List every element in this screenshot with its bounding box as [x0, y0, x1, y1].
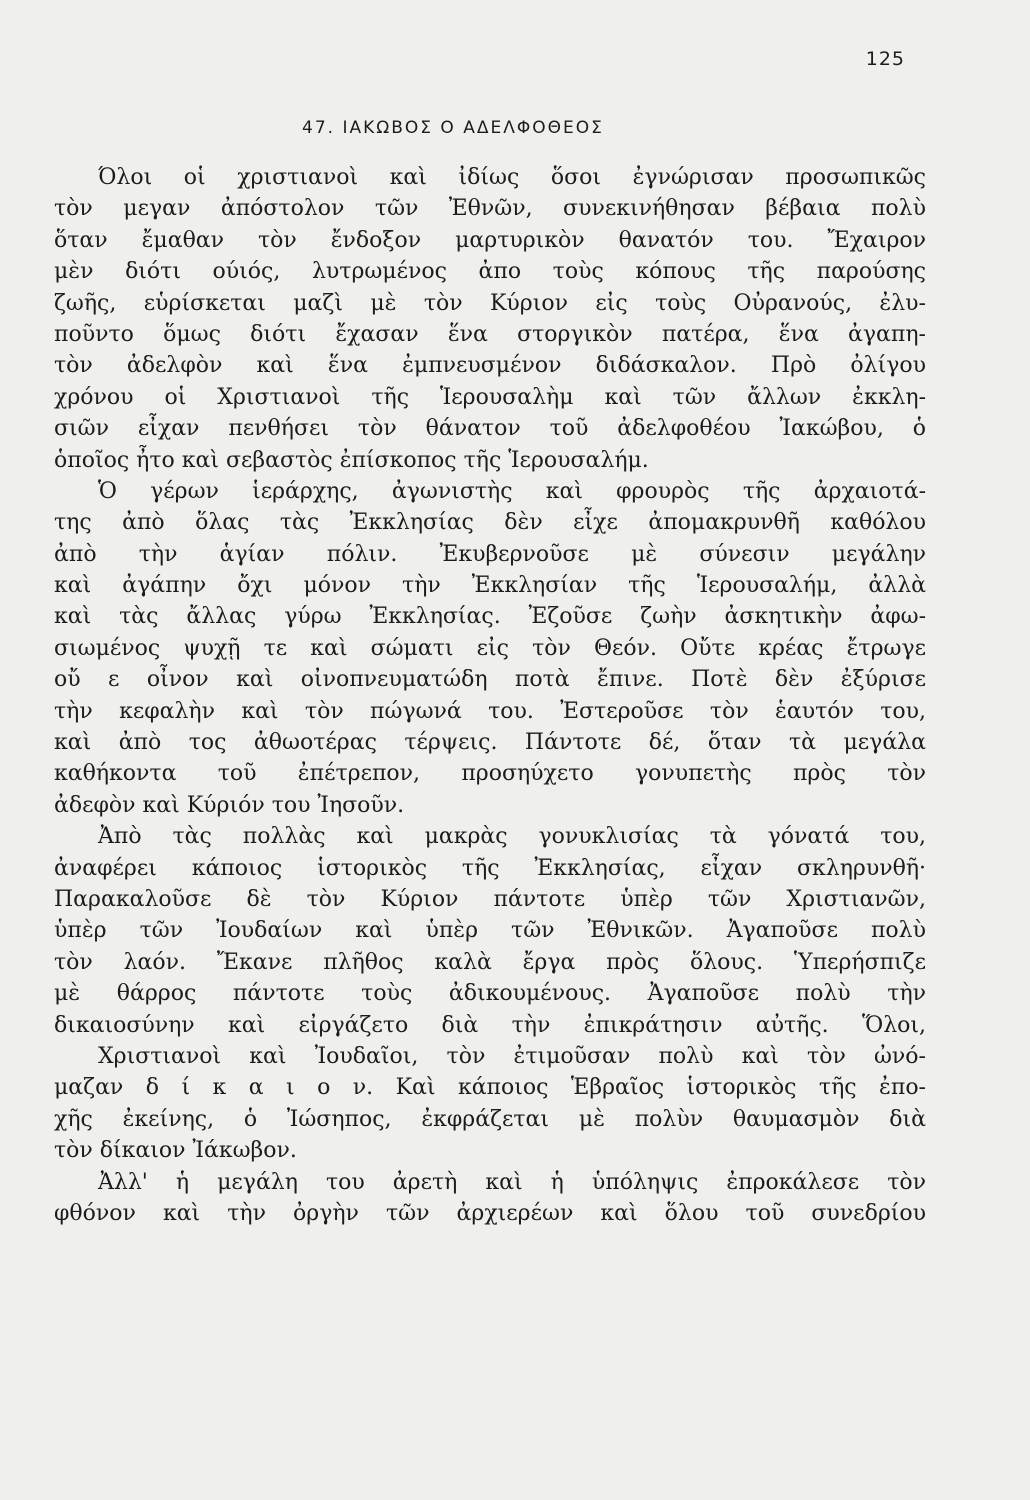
text-line: μὲν διότι ούιός, λυτρωμένος ἀπο τοὺς κόπους τῆς παρούσης: [54, 259, 926, 285]
text-line: ἀναφέρει κάποιος ἱστορικὸς τῆς Ἐκκλησίας, εἶχαν σκληρυνθῆ·: [54, 855, 926, 881]
text-line: τὴν κεφαλὴν καὶ τὸν πώγωνά του. Ἐστεροῦσε τὸν ἑαυτόν του,: [54, 698, 926, 724]
text-line: δικαιοσύνην καὶ εἰργάζετο διὰ τὴν ἐπικράτησιν αὐτῆς. Ὅλοι,: [54, 1012, 926, 1038]
text-line: χρόνου οἱ Χριστιανοὶ τῆς Ἱερουσαλὴμ καὶ τῶν ἄλλων ἐκκλη-: [54, 384, 926, 410]
text-line: ὅταν ἔμαθαν τὸν ἔνδοξον μαρτυρικὸν θανατόν του. Ἔχαιρον: [54, 227, 926, 253]
text-line: καὶ ἀπὸ τος ἀθωοτέρας τέρψεις. Πάντοτε δέ, ὅταν τὰ μεγάλα: [54, 730, 926, 756]
chapter-title: 47. ΙΑΚΩΒΟΣ Ο ΑΔΕΛΦΟΘΕΟΣ: [302, 118, 604, 138]
text-line: καὶ τὰς ἄλλας γύρω Ἐκκλησίας. Ἐζοῦσε ζωὴν ἀσκητικὴν ἀφω-: [54, 604, 926, 630]
text-line: μαζαν δ ί κ α ι ο ν. Καὶ κάποιος Ἑβραῖος ἱστορικὸς τῆς ἐπο-: [54, 1075, 926, 1101]
text-line: μὲ θάρρος πάντοτε τοὺς ἀδικουμένους. Ἀγαποῦσε πολὺ τὴν: [54, 981, 926, 1007]
text-line: της ἀπὸ ὅλας τὰς Ἐκκλησίας δὲν εἶχε ἀπομακρυνθῆ καθόλου: [54, 510, 926, 536]
text-line: τὸν δίκαιον Ἰάκωβον.: [54, 1138, 297, 1164]
text-line: Ἀλλ' ἡ μεγάλη του ἀρετὴ καὶ ἡ ὑπόληψις ἐπροκάλεσε τὸν: [98, 1169, 926, 1195]
text-line: ζωῆς, εὑρίσκεται μαζὶ μὲ τὸν Κύριον εἰς τοὺς Οὐρανούς, ἐλυ-: [54, 290, 926, 316]
text-line: ποῦντο ὅμως διότι ἔχασαν ἕνα στοργικὸν πατέρα, ἕνα ἀγαπη-: [54, 321, 926, 347]
text-line: καὶ ἀγάπην ὄχι μόνον τὴν Ἐκκλησίαν τῆς Ἱερουσαλήμ, ἀλλὰ: [54, 573, 926, 599]
text-line: ὁποῖος ἦτο καὶ σεβαστὸς ἐπίσκοπος τῆς Ἱερουσαλήμ.: [54, 447, 649, 473]
text-line: σιῶν εἶχαν πενθήσει τὸν θάνατον τοῦ ἀδελφοθέου Ἰακώβου, ὁ: [54, 416, 926, 442]
text-line: καθήκοντα τοῦ ἐπέτρεπον, προσηύχετο γονυπετὴς πρὸς τὸν: [54, 761, 926, 787]
text-line: Ὁ γέρων ἱεράρχης, ἀγωνιστὴς καὶ φρουρὸς τῆς ἀρχαιοτά-: [98, 478, 926, 504]
text-line: χῆς ἐκείνης, ὁ Ἰώσηπος, ἐκφράζεται μὲ πολὺν θαυμασμὸν διὰ: [54, 1106, 926, 1132]
text-line: φθόνον καὶ τὴν ὀργὴν τῶν ἀρχιερέων καὶ ὅλου τοῦ συνεδρίου: [54, 1200, 926, 1226]
text-line: Ἀπὸ τὰς πολλὰς καὶ μακρὰς γονυκλισίας τὰ γόνατά του,: [98, 824, 926, 850]
text-line: Παρακαλοῦσε δὲ τὸν Κύριον πάντοτε ὑπὲρ τῶν Χριστιανῶν,: [54, 886, 926, 912]
text-line: τὸν λαόν. Ἔκανε πλῆθος καλὰ ἔργα πρὸς ὅλους. Ὑπερήσπιζε: [54, 949, 926, 975]
text-line: τὸν μεγαν ἀπόστολον τῶν Ἐθνῶν, συνεκινήθησαν βέβαια πολὺ: [54, 196, 926, 222]
text-line: ἀπὸ τὴν ἁγίαν πόλιν. Ἐκυβερνοῦσε μὲ σύνεσιν μεγάλην: [54, 541, 926, 567]
text-line: ὑπὲρ τῶν Ἰουδαίων καὶ ὑπὲρ τῶν Ἐθνικῶν. Ἀγαποῦσε πολὺ: [54, 918, 926, 944]
text-line: σιωμένος ψυχῇ τε καὶ σώματι εἰς τὸν Θεόν. Οὔτε κρέας ἔτρωγε: [54, 635, 926, 661]
text-line: Χριστιανοὶ καὶ Ἰουδαῖοι, τὸν ἐτιμοῦσαν πολὺ καὶ τὸν ὠνό-: [98, 1043, 926, 1069]
body-text: [54, 162, 926, 1229]
text-line: ἀδεφὸν καὶ Κύριόν του Ἰησοῦν.: [54, 792, 405, 818]
text-line: τὸν ἀδελφὸν καὶ ἕνα ἐμπνευσμένον διδάσκαλον. Πρὸ ὀλίγου: [54, 353, 926, 379]
text-line: Όλοι οἱ χριστιανοὶ καὶ ἰδίως ὅσοι ἐγνώρισαν προσωπικῶς: [98, 165, 926, 190]
page-number: 125: [865, 48, 905, 70]
text-line: οὔ ε οἶνον καὶ οἰνοπνευματώδη ποτὰ ἔπινε. Ποτὲ δὲν ἐξύρισε: [54, 667, 926, 693]
